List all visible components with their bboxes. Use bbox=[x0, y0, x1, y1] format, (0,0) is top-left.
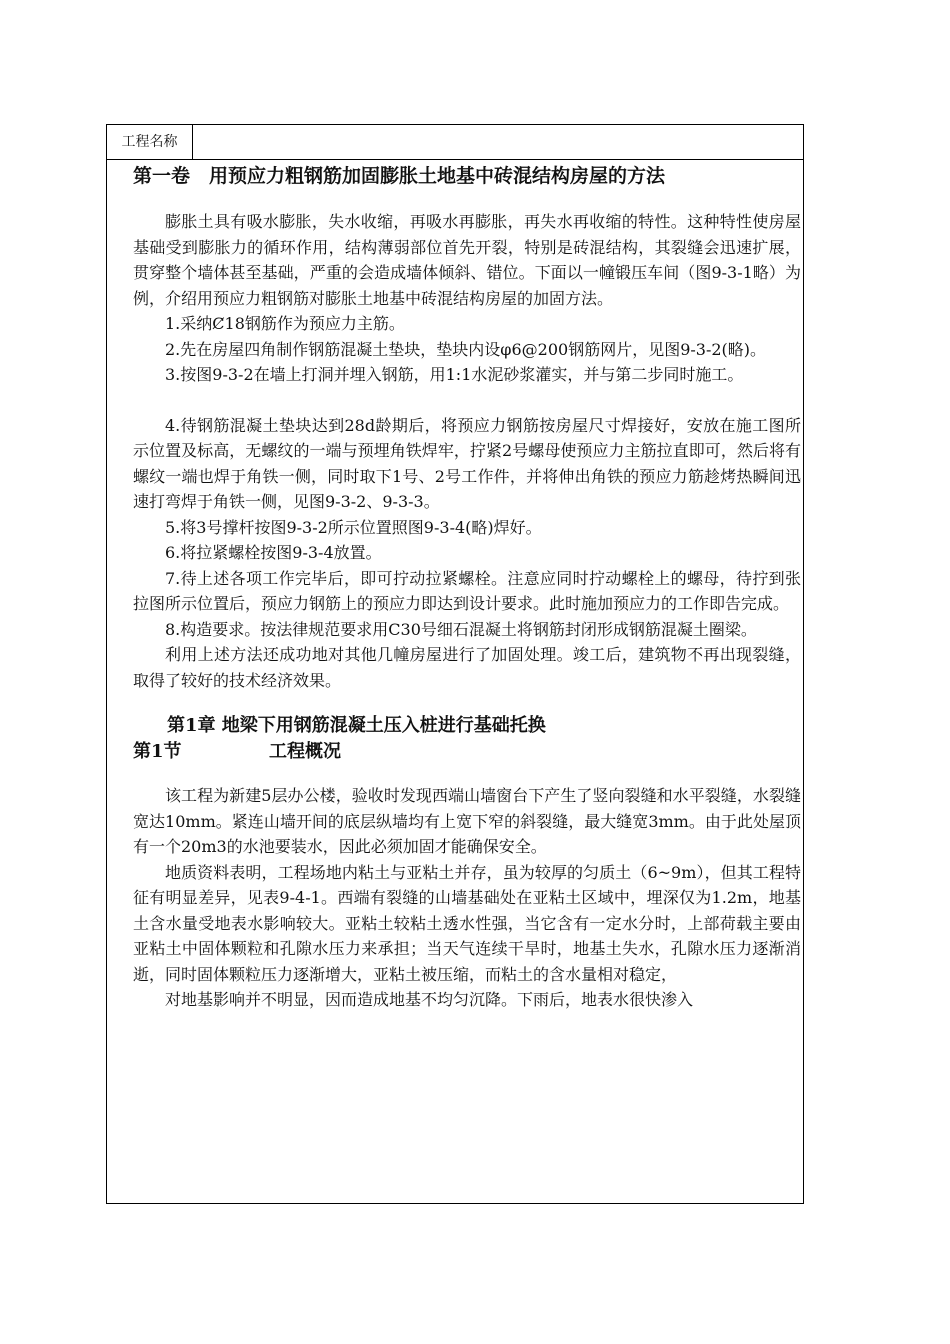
project-name-label: 工程名称 bbox=[107, 125, 193, 159]
blank-line bbox=[133, 388, 801, 413]
paragraph: 8.构造要求。按法律规范要求用C30号细石混凝土将钢筋封闭形成钢筋混凝土圈梁。 bbox=[165, 619, 757, 639]
section-title: 工程概况 bbox=[269, 741, 341, 762]
paragraph: 2.先在房屋四角制作钢筋混凝土垫块，垫块内设φ6@200钢筋网片，见图9-3-2(略)。 bbox=[165, 339, 767, 359]
paragraph: 该工程为新建5层办公楼，验收时发现西端山墙窗台下产生了竖向裂缝和水平裂缝，水裂缝宽达10mm。紧连山墙开间的底层纵墙均有上宽下窄的斜裂缝，最大缝宽3mm。由于此处屋顶有一个20m3的水池要装水，因此必须加固才能确保安全。 bbox=[133, 786, 801, 856]
chapter-title: 第1章 地梁下用钢筋混凝土压入桩进行基础托换 bbox=[167, 715, 546, 736]
paragraph: 地质资料表明，工程场地内粘土与亚粘土并存，虽为较厚的匀质土（6~9m），但其工程特征有明显差异，见表9-4-1。西端有裂缝的山墙基础处在亚粘土区域中，埋深仅为1.2m，地基土含水量受地表水影响较大。亚粘土较粘土透水性强，当它含有一定水分时，上部荷载主要由亚粘土中固体颗粒和孔隙水压力来承担；当天气连续干旱时，地基土失水，孔隙水压力逐渐消逝，同时固体颗粒压力逐渐增大，亚粘土被压缩，而粘土的含水量相对稳定， bbox=[133, 862, 801, 984]
paragraph: 利用上述方法还成功地对其他几幢房屋进行了加固处理。竣工后，建筑物不再出现裂缝，取得了较好的技术经济效果。 bbox=[133, 645, 801, 690]
project-name-value bbox=[193, 125, 803, 159]
document-frame bbox=[106, 124, 804, 1204]
volume-title: 第一卷 用预应力粗钢筋加固膨胀土地基中砖混结构房屋的方法 bbox=[133, 165, 666, 187]
paragraph: 对地基影响并不明显，因而造成地基不均匀沉降。下雨后，地表水很快渗入 bbox=[165, 990, 694, 1009]
paragraph: 5.将3号撑杆按图9-3-2所示位置照图9-3-4(略)焊好。 bbox=[165, 517, 542, 537]
paragraph: 1.采纳Ȼ18钢筋作为预应力主筋。 bbox=[165, 314, 405, 333]
paragraph: 4.待钢筋混凝土垫块达到28d龄期后，将预应力钢筋按房屋尺寸焊接好，安放在施工图所示位置及标高，无螺纹的一端与预埋角铁焊牢，拧紧2号螺母使预应力主筋拉直即可，然后将有螺纹一端也焊于角铁一侧，同时取下1号、2号工作件，并将伸出角铁的预应力筋趁烤热瞬间迅速打弯焊于角铁一侧，见图9-3-2、9-3-3。 bbox=[133, 415, 801, 511]
document-body bbox=[133, 163, 801, 1013]
section-heading bbox=[133, 739, 801, 765]
project-name-row bbox=[107, 125, 803, 160]
blank-line bbox=[133, 693, 801, 713]
paragraph: 6.将拉紧螺栓按图9-3-4放置。 bbox=[165, 543, 382, 562]
paragraph: 膨胀土具有吸水膨胀，失水收缩，再吸水再膨胀，再失水再收缩的特性。这种特性使房屋基础受到膨胀力的循环作用，结构薄弱部位首先开裂，特别是砖混结构，其裂缝会迅速扩展，贯穿整个墙体甚至基础，严重的会造成墙体倾斜、错位。下面以一幢锻压车间（图9-3-1略）为例，介绍用预应力粗钢筋对膨胀土地基中砖混结构房屋的加固方法。 bbox=[133, 212, 801, 308]
section-number: 第1节 bbox=[133, 741, 182, 762]
paragraph: 7.待上述各项工作完毕后，即可拧动拉紧螺栓。注意应同时拧动螺栓上的螺母，待拧到张拉图所示位置后，预应力钢筋上的预应力即达到设计要求。此时施加预应力的工作即告完成。 bbox=[133, 568, 801, 613]
paragraph: 3.按图9-3-2在墙上打洞并埋入钢筋，用1:1水泥砂浆灌实，并与第二步同时施工。 bbox=[165, 365, 744, 384]
